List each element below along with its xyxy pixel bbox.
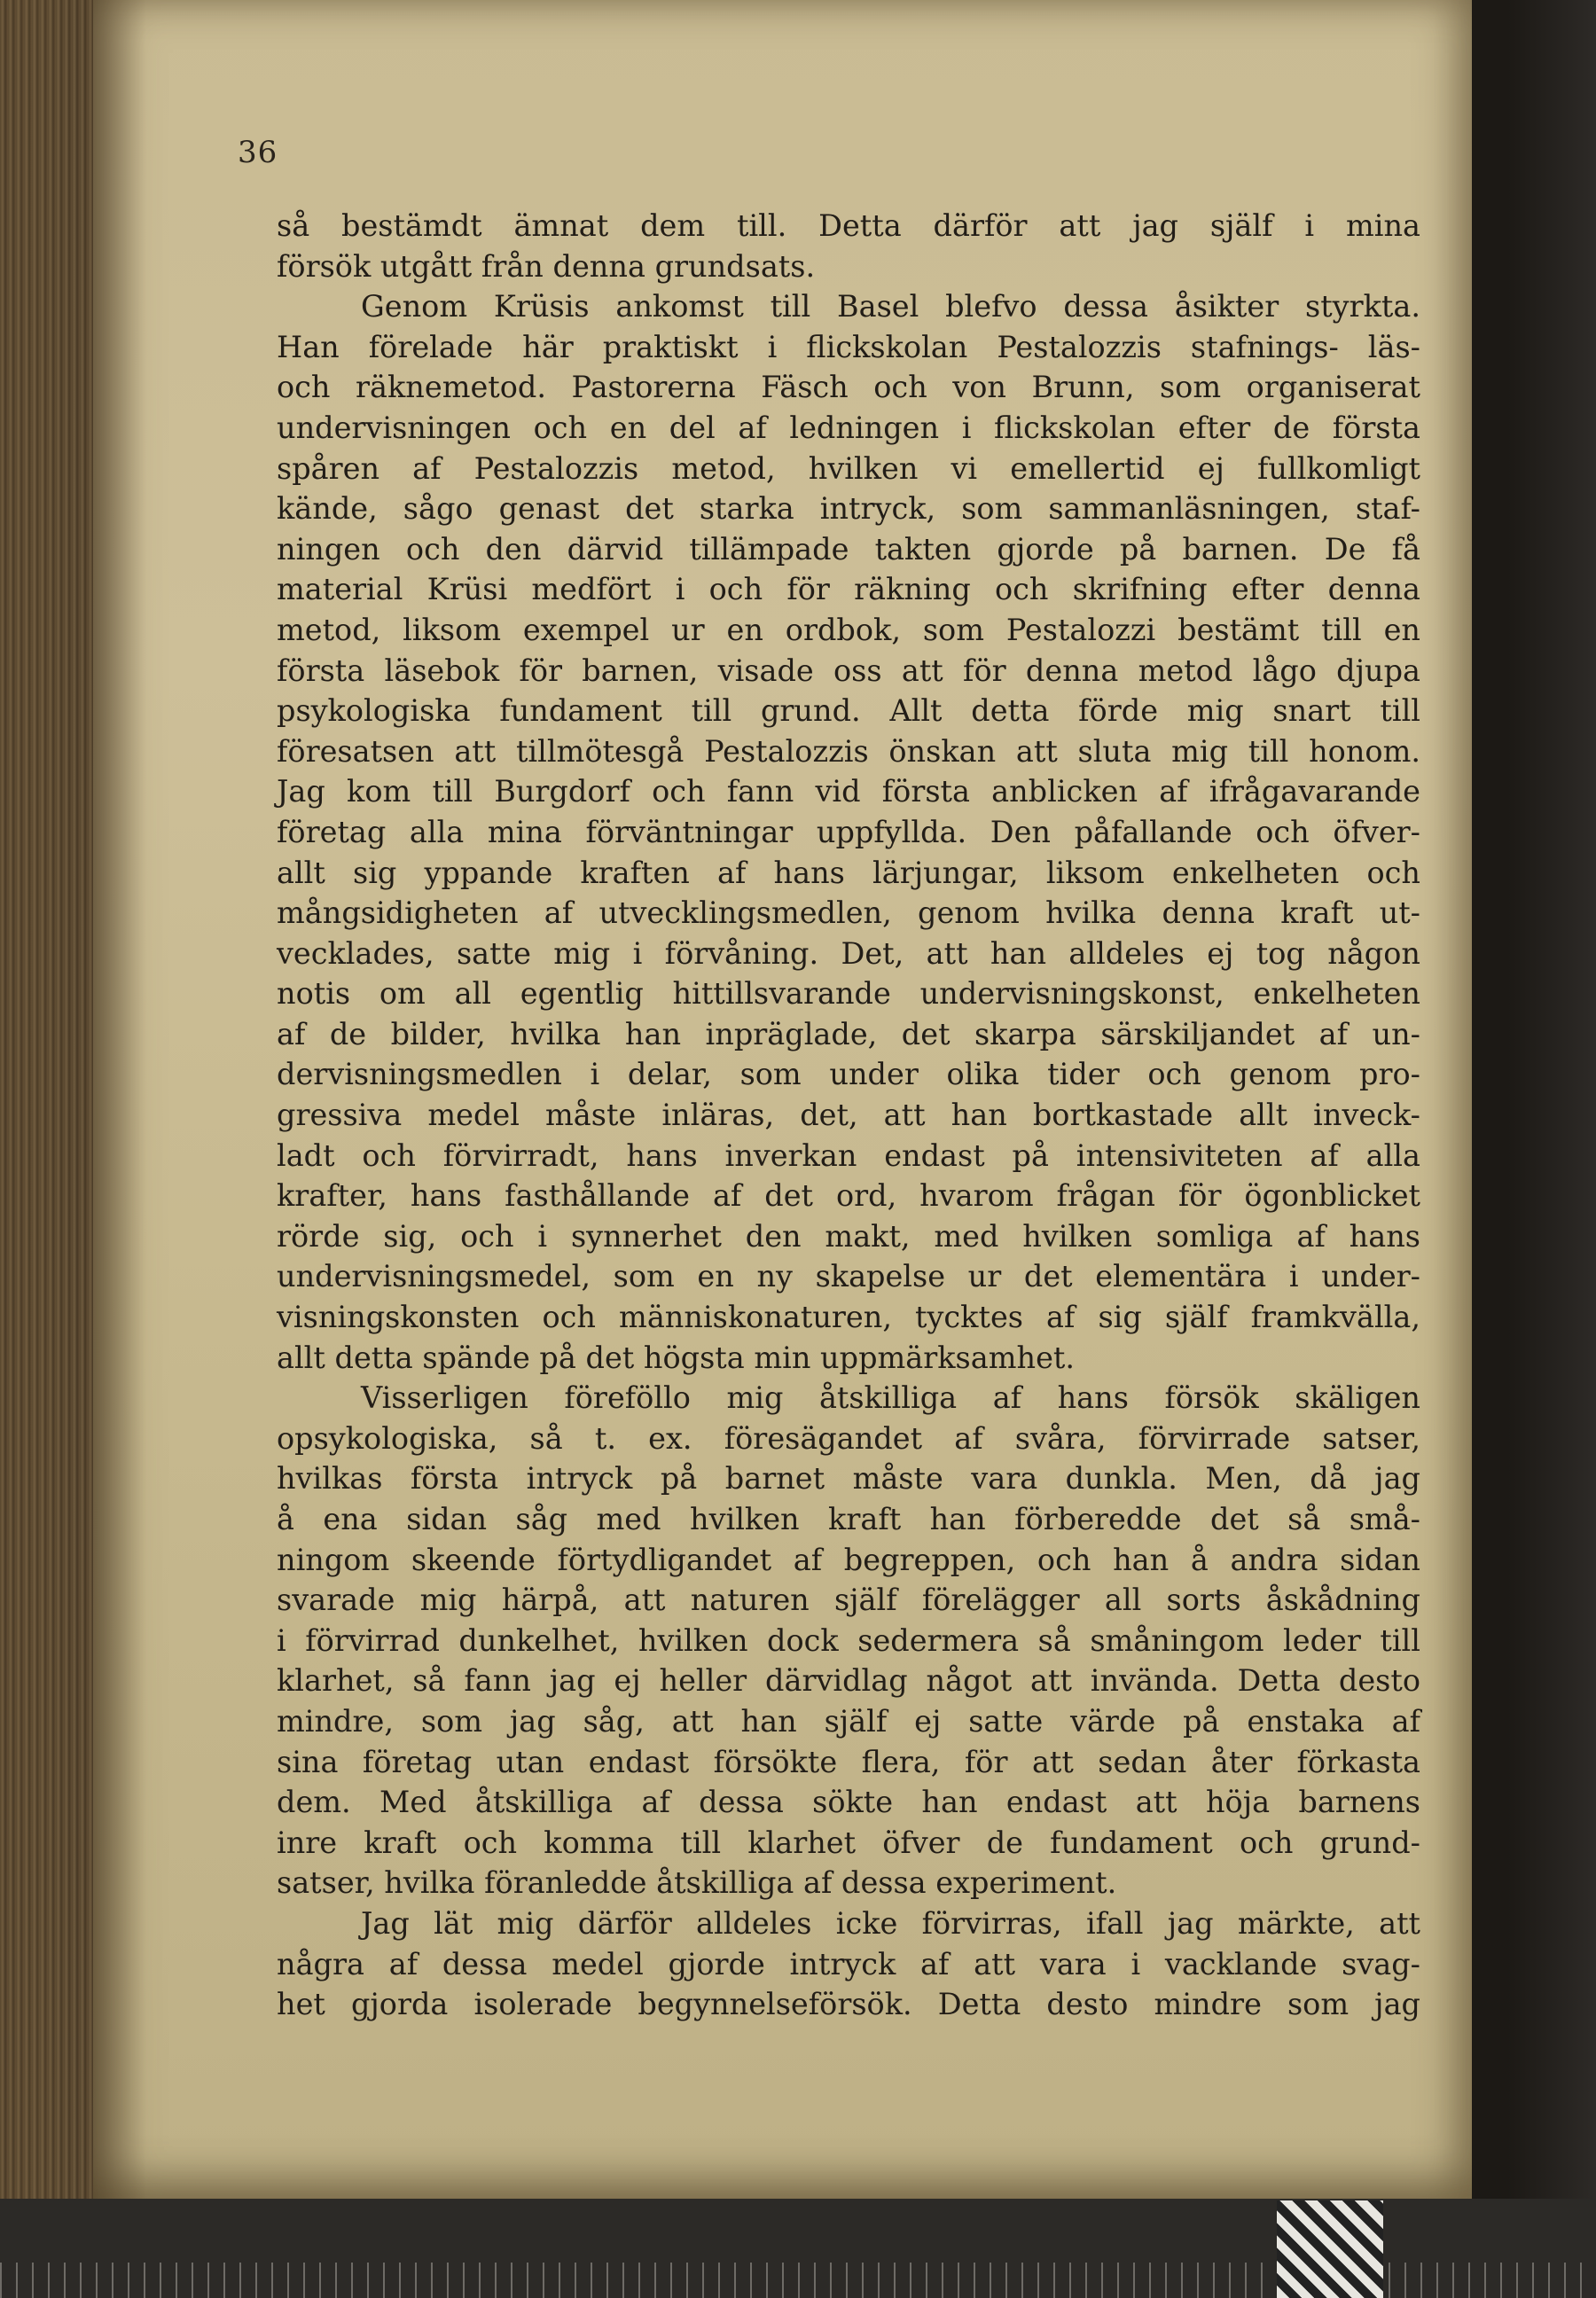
text-line: och räknemetod. Pastorerna Fäsch och von Brunn, som organiserat <box>277 370 1420 405</box>
text-line: svarade mig härpå, att naturen själf förelägger all sorts åskådning <box>277 1583 1420 1618</box>
text-line: visningskonsten och människonaturen, tycktes af sig själf framkvälla, <box>277 1300 1420 1335</box>
text-line: företag alla mina förväntningar uppfyllda. Den påfallande och öfver- <box>277 814 1420 849</box>
text-line: försök utgått från denna grundsats. <box>277 248 816 284</box>
text-line: notis om all egentlig hittillsvarande undervisningskonst, enkelheten <box>277 976 1420 1012</box>
text-line: material Krüsi medfört i och för räkning och skrifning efter denna <box>277 572 1420 607</box>
calibration-target <box>1277 2200 1383 2298</box>
text-line: opsykologiska, så t. ex. föresägandet af svåra, förvirrade satser, <box>277 1420 1420 1456</box>
gutter-shadow <box>93 0 146 2199</box>
text-line: psykologiska fundament till grund. Allt detta förde mig snart till <box>277 693 1420 729</box>
text-line: spåren af Pestalozzis metod, hvilken vi emellertid ej fullkomligt <box>277 450 1420 486</box>
text-line: klarhet, så fann jag ej heller därvidlag något att invända. Detta desto <box>277 1663 1420 1699</box>
text-line: inre kraft och komma till klarhet öfver de fundament och grund- <box>277 1825 1420 1860</box>
page-text <box>277 206 1420 2025</box>
text-line: het gjorda isolerade begynnelseförsök. Detta desto mindre som jag <box>277 1987 1420 2022</box>
text-line: Jag kom till Burgdorf och fann vid första anblicken af ifrågavarande <box>277 774 1420 809</box>
text-line: satser, hvilka föranledde åtskilliga af dessa experiment. <box>277 1865 1117 1901</box>
text-line: gressiva medel måste inläras, det, att han bortkastade allt inveck- <box>277 1098 1420 1133</box>
text-line: å ena sidan såg med hvilken kraft han förberedde det så små- <box>277 1502 1420 1536</box>
text-line: första läsebok för barnen, visade oss att för denna metod lågo djupa <box>277 653 1420 688</box>
text-line: mångsidigheten af utvecklingsmedlen, genom hvilka denna kraft ut- <box>277 895 1420 931</box>
text-line: vecklades, satte mig i förvåning. Det, att han alldeles ej tog någon <box>277 935 1420 971</box>
text-line: rörde sig, och i synnerhet den makt, med hvilken somliga af hans <box>277 1218 1420 1254</box>
text-line: några af dessa medel gjorde intryck af att vara i vacklande svag- <box>277 1946 1420 1981</box>
text-line: allt sig yppande kraften af hans lärjungar, liksom enkelheten och <box>277 855 1420 890</box>
text-line: undervisningsmedel, som en ny skapelse ur det elementära i under- <box>277 1259 1420 1294</box>
text-line: Visserligen föreföllo mig åtskilliga af hans försök skäligen <box>361 1380 1420 1416</box>
page-edges <box>0 0 106 2298</box>
text-line: Jag lät mig därför alldeles icke förvirras, ifall jag märkte, att <box>361 1905 1420 1941</box>
text-line: Genom Krüsis ankomst till Basel blefvo dessa åsikter styrkta. <box>361 289 1420 324</box>
text-line: dervisningsmedlen i delar, som under olika tider och genom pro- <box>277 1057 1420 1092</box>
text-line: ladt och förvirradt, hans inverkan endast på intensiviteten af alla <box>277 1137 1420 1173</box>
text-line: ningom skeende förtydligandet af begreppen, och han å andra sidan <box>277 1542 1420 1577</box>
text-line: ningen och den därvid tillämpade takten gjorde på barnen. De få <box>277 531 1420 567</box>
text-line: dem. Med åtskilliga af dessa sökte han endast att höja barnens <box>277 1785 1420 1820</box>
text-line: kände, sågo genast det starka intryck, som sammanläsningen, staf- <box>277 491 1420 527</box>
text-line: allt detta spände på det högsta min uppmärksamhet. <box>277 1340 1076 1375</box>
text-line: metod, liksom exempel ur en ordbok, som Pestalozzi bestämt till en <box>277 612 1420 647</box>
text-line: af de bilder, hvilka han inpräglade, det skarpa särskiljandet af un- <box>277 1016 1420 1051</box>
text-line: krafter, hans fasthållande af det ord, hvarom frågan för ögonblicket <box>277 1178 1420 1214</box>
text-line: sina företag utan endast försökte flera, för att sedan åter förkasta <box>277 1744 1420 1779</box>
text-line: mindre, som jag såg, att han själf ej satte värde på enstaka af <box>277 1703 1420 1739</box>
text-line: undervisningen och en del af ledningen i flickskolan efter de första <box>277 410 1420 445</box>
text-line: föresatsen att tillmötesgå Pestalozzis önskan att sluta mig till honom. <box>277 733 1420 769</box>
text-line: så bestämdt ämnat dem till. Detta därför att jag själf i mina <box>277 208 1420 243</box>
text-line: Han förelade här praktiskt i flickskolan Pestalozzis stafnings- läs- <box>277 329 1420 364</box>
text-line: i förvirrad dunkelhet, hvilken dock sedermera så småningom leder till <box>277 1622 1420 1658</box>
page-number: 36 <box>238 135 278 170</box>
text-line: hvilkas första intryck på barnet måste vara dunkla. Men, då jag <box>277 1461 1420 1497</box>
